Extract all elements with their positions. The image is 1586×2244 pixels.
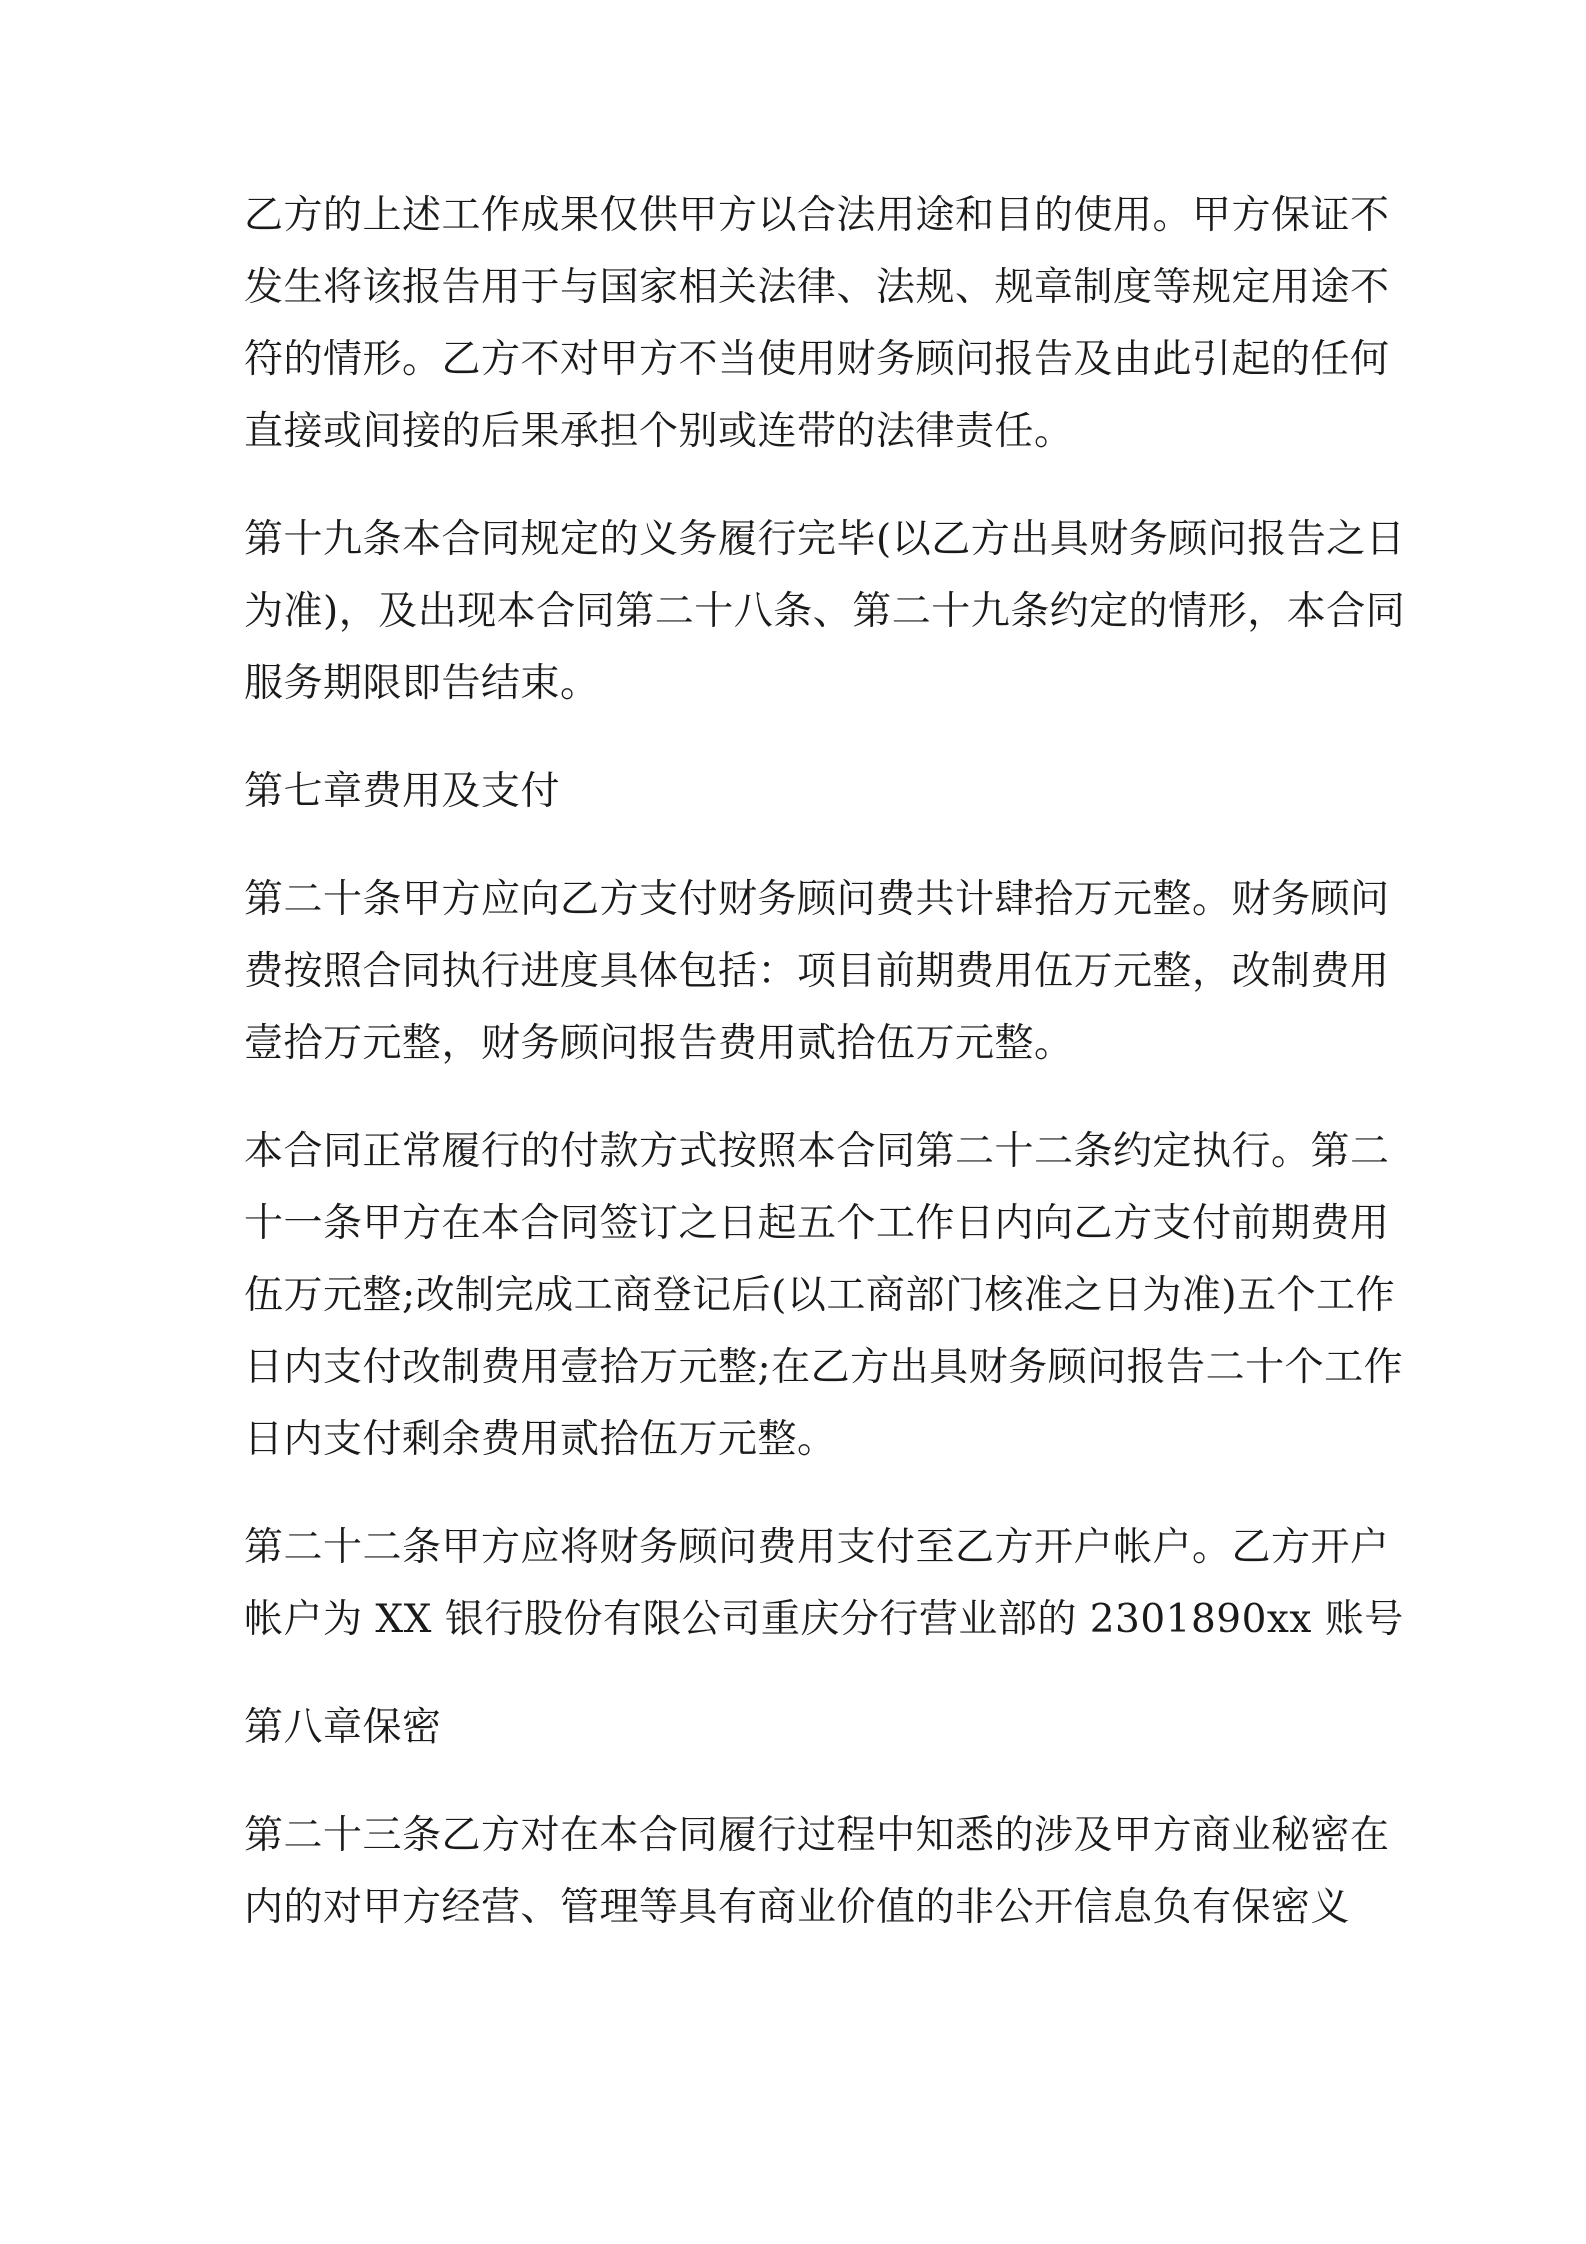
text-line: 伍万元整;改制完成工商登记后(以工商部门核准之日为准)五个工作 [244, 1273, 1396, 1318]
text-line: 内的对甲方经营、管理等具有商业价值的非公开信息负有保密义 [244, 1885, 1351, 1930]
text-line: 第二十三条乙方对在本合同履行过程中知悉的涉及甲方商业秘密在 [244, 1813, 1390, 1858]
paragraph-article-22 [244, 1512, 1404, 1656]
text-line: 乙方的上述工作成果仅供甲方以合法用途和目的使用。甲方保证不 [244, 193, 1390, 238]
paragraph-article-21 [244, 1116, 1404, 1476]
paragraph-article-23 [244, 1800, 1390, 1944]
text-line: 帐户为 XX 银行股份有限公司重庆分行营业部的 2301890xx 账号 [244, 1597, 1404, 1642]
text-line: 服务期限即告结束。 [244, 661, 600, 706]
text-line: 第十九条本合同规定的义务履行完毕(以乙方出具财务顾问报告之日 [244, 517, 1406, 562]
text-line: 第二十二条甲方应将财务顾问费用支付至乙方开户帐户。乙方开户 [244, 1525, 1390, 1570]
chapter-heading-8 [244, 1692, 1344, 1764]
text-line: 壹拾万元整，财务顾问报告费用贰拾伍万元整。 [244, 1021, 1074, 1066]
text-line: 为准)，及出现本合同第二十八条、第二十九条约定的情形，本合同 [244, 589, 1406, 634]
paragraph-article-20 [244, 864, 1390, 1080]
text-line: 直接或间接的后果承担个别或连带的法律责任。 [244, 409, 1074, 454]
text-line: 第八章保密 [244, 1705, 442, 1750]
paragraph-article-19 [244, 504, 1406, 720]
text-line: 第七章费用及支付 [244, 769, 561, 814]
chapter-heading-7 [244, 756, 1344, 828]
text-line: 发生将该报告用于与国家相关法律、法规、规章制度等规定用途不 [244, 265, 1390, 310]
text-line: 十一条甲方在本合同签订之日起五个工作日内向乙方支付前期费用 [244, 1201, 1390, 1246]
text-line: 第二十条甲方应向乙方支付财务顾问费共计肆拾万元整。财务顾问 [244, 877, 1390, 922]
text-line: 日内支付改制费用壹拾万元整;在乙方出具财务顾问报告二十个工作 [244, 1345, 1404, 1390]
paragraph-usage-restriction [244, 180, 1390, 468]
document-body [244, 180, 1406, 1980]
text-line: 符的情形。乙方不对甲方不当使用财务顾问报告及由此引起的任何 [244, 337, 1390, 382]
text-line: 日内支付剩余费用贰拾伍万元整。 [244, 1417, 837, 1462]
text-line: 本合同正常履行的付款方式按照本合同第二十二条约定执行。第二 [244, 1129, 1390, 1174]
text-line: 费按照合同执行进度具体包括：项目前期费用伍万元整，改制费用 [244, 949, 1390, 994]
